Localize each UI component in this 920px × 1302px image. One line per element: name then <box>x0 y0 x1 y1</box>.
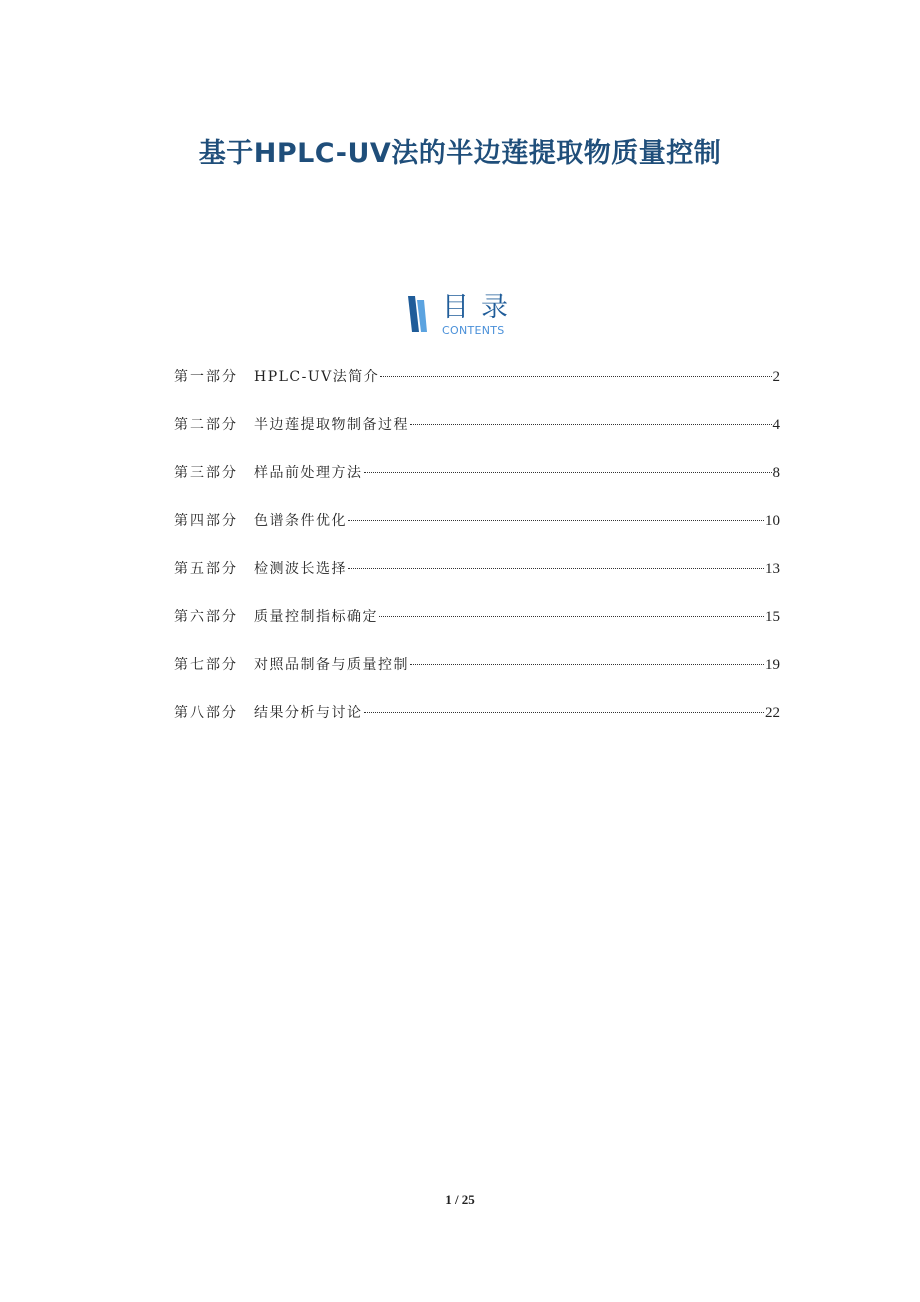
toc-entry-1[interactable] <box>174 366 780 414</box>
toc-entry-4[interactable] <box>174 510 780 558</box>
toc-entry-text: 检测波长选择 <box>254 561 347 577</box>
toc-entry-6[interactable] <box>174 606 780 654</box>
toc-entry-page: 15 <box>765 609 780 625</box>
toc-entry-text: 色谱条件优化 <box>254 513 347 529</box>
toc-entry-part: 第八部分 <box>174 705 238 721</box>
toc-leader-dots <box>364 472 772 473</box>
toc-entry-8[interactable] <box>174 702 780 750</box>
toc-leader-dots <box>380 376 771 377</box>
toc-entry-text: 质量控制指标确定 <box>254 609 378 625</box>
toc-entry-text: 结果分析与讨论 <box>254 705 363 721</box>
toc-entry-page: 22 <box>765 705 780 721</box>
page-indicator: 1 / 25 <box>445 1192 475 1207</box>
toc-entry-part: 第六部分 <box>174 609 238 625</box>
toc-entry-part: 第五部分 <box>174 561 238 577</box>
toc-entry-part: 第一部分 <box>174 369 238 385</box>
toc-entry-text: HPLC-UV法简介 <box>254 369 380 385</box>
toc-heading-title: 目录 <box>442 292 520 323</box>
toc-heading <box>405 292 545 342</box>
toc-entry-part: 第二部分 <box>174 417 238 433</box>
toc-leader-dots <box>410 424 772 425</box>
toc-entry-text: 样品前处理方法 <box>254 465 363 481</box>
toc-entry-page: 8 <box>772 465 780 481</box>
toc-entry-page: 10 <box>765 513 780 529</box>
toc-leader-dots <box>348 568 764 569</box>
toc-entry-part: 第四部分 <box>174 513 238 529</box>
toc-leader-dots <box>379 616 764 617</box>
toc-entry-text: 对照品制备与质量控制 <box>254 657 409 673</box>
toc-entry-part: 第三部分 <box>174 465 238 481</box>
toc-entry-page: 13 <box>765 561 780 577</box>
toc-leader-dots <box>364 712 765 713</box>
toc-entry-7[interactable] <box>174 654 780 702</box>
toc-entry-page: 4 <box>772 417 780 433</box>
toc-entry-3[interactable] <box>174 462 780 510</box>
toc-leader-dots <box>410 664 764 665</box>
toc-entry-2[interactable] <box>174 414 780 462</box>
toc-entry-5[interactable] <box>174 558 780 606</box>
document-title: 基于HPLC-UV法的半边莲提取物质量控制 <box>198 138 722 170</box>
toc-heading-subtitle: CONTENTS <box>442 324 505 337</box>
toc-entry-page: 2 <box>772 369 780 385</box>
toc-entry-page: 19 <box>765 657 780 673</box>
toc-logo-icon <box>405 296 429 332</box>
toc-entry-text: 半边莲提取物制备过程 <box>254 417 409 433</box>
toc-list <box>174 366 780 750</box>
toc-leader-dots <box>348 520 764 521</box>
toc-entry-part: 第七部分 <box>174 657 238 673</box>
